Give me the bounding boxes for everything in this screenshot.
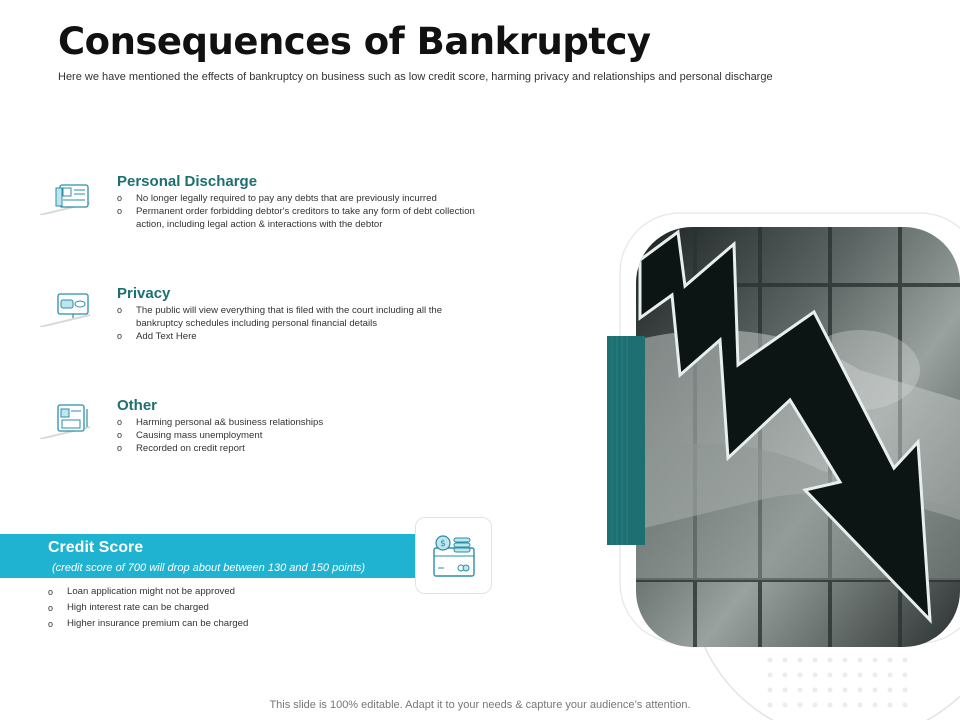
monitor-card-icon bbox=[40, 287, 102, 327]
list-item: o The public will view everything that is filed with the court including all the bankruptcy schedules including personal financial details bbox=[117, 304, 466, 330]
clipboard-money-icon bbox=[40, 399, 102, 439]
list-item: o Causing mass unemployment bbox=[117, 429, 323, 442]
section-other bbox=[40, 397, 500, 467]
credit-score-subtitle: (credit score of 700 will drop about between 130 and 150 points) bbox=[52, 562, 366, 574]
list-item: o No longer legally required to pay any debts that are previously incurred bbox=[117, 192, 481, 205]
credit-bullet-list bbox=[48, 584, 248, 632]
page-title: Consequences of Bankruptcy bbox=[58, 20, 651, 63]
section-title: Privacy bbox=[117, 285, 171, 302]
section-title: Other bbox=[117, 397, 158, 414]
list-item: o Recorded on credit report bbox=[117, 442, 323, 455]
page-subtitle: Here we have mentioned the effects of bankruptcy on business such as low credit score, harming privacy and relationships and personal discharge bbox=[58, 71, 773, 83]
credit-icon-card bbox=[415, 517, 492, 594]
list-item: o Loan application might not be approved bbox=[48, 584, 248, 600]
footer-note: This slide is 100% editable. Adapt it to your needs & capture your audience’s attention. bbox=[269, 699, 691, 711]
list-item: o Add Text Here bbox=[117, 330, 466, 343]
document-money-icon bbox=[40, 175, 102, 215]
list-item: o Permanent order forbidding debtor's creditors to take any form of debt collection action, including legal action & interactions with the debtor bbox=[117, 205, 481, 231]
bullet-list bbox=[117, 192, 481, 231]
bullet-list bbox=[117, 304, 466, 343]
section-title: Personal Discharge bbox=[117, 173, 258, 190]
list-item: o High interest rate can be charged bbox=[48, 600, 248, 616]
list-item: o Harming personal a& business relationships bbox=[117, 416, 323, 429]
bullet-list bbox=[117, 416, 323, 455]
section-personal-discharge bbox=[40, 173, 500, 243]
section-privacy bbox=[40, 285, 500, 355]
wallet-coins-icon bbox=[416, 518, 491, 593]
list-item: o Higher insurance premium can be charged bbox=[48, 616, 248, 632]
svg-text:$: $ bbox=[440, 539, 446, 549]
credit-score-title: Credit Score bbox=[48, 539, 144, 556]
falling-arrow-money-photo bbox=[600, 200, 960, 720]
